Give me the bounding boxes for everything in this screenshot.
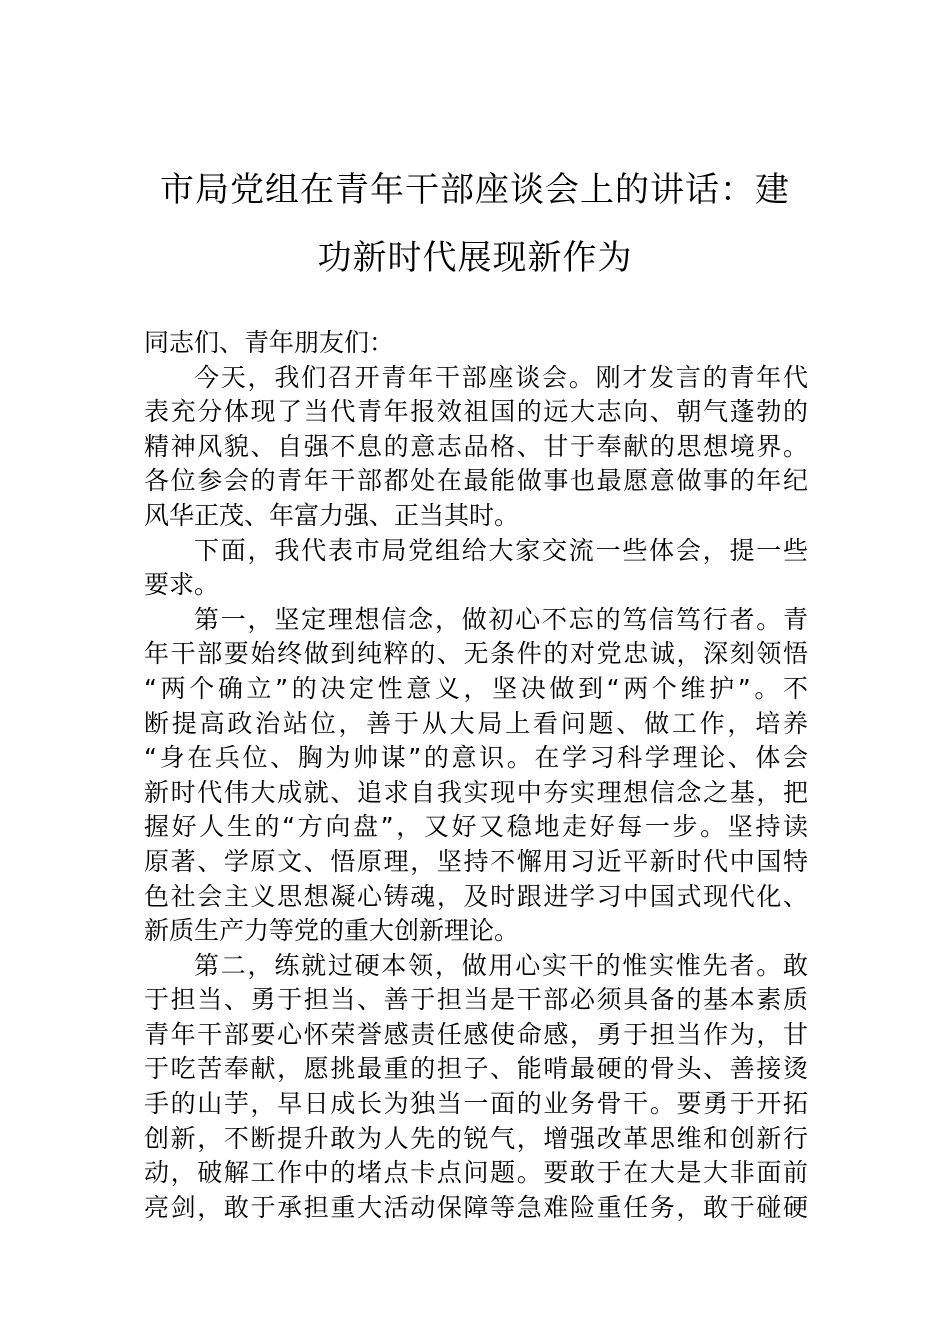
body-text-line: 风华正茂、年富力强、正当其时。	[144, 500, 520, 530]
body-text-line: 色社会主义思想凝心铸魂，及时跟进学习中国式现代化、	[144, 881, 808, 911]
body-text-line: 握好人生的“方向盘”，又好又稳地走好每一步。坚持读	[144, 812, 808, 842]
body-text-line: 创新，不断提升敢为人先的锐气，增强改革思维和创新行	[144, 1123, 808, 1153]
body-text-line: 于担当、勇于担当、善于担当是干部必须具备的基本素质	[144, 985, 808, 1015]
body-text-line: 要求。	[144, 570, 220, 600]
document-title-line-2: 功新时代展现新作为	[317, 238, 633, 278]
body-text-line: 第二，练就过硬本领，做用心实干的惟实惟先者。敢	[194, 950, 808, 980]
body-text-line: 表充分体现了当代青年报效祖国的远大志向、朝气蓬勃的	[144, 397, 808, 427]
body-text-line: “两个确立”的决定性意义，坚决做到“两个维护”。不	[144, 673, 808, 703]
body-text-line: 精神风貌、自强不息的意志品格、甘于奉献的思想境界。	[144, 431, 808, 461]
body-text-line: 新时代伟大成就、追求自我实现中夯实理想信念之基，把	[144, 777, 808, 807]
body-text-line: 断提高政治站位，善于从大局上看问题、做工作，培养	[144, 708, 808, 738]
body-text-line: 亮剑，敢于承担重大活动保障等急难险重任务，敢于碰硬	[144, 1192, 808, 1222]
body-text-line: 青年干部要心怀荣誉感责任感使命感，勇于担当作为，甘	[144, 1019, 808, 1049]
document-body	[144, 326, 808, 1225]
body-text-line: 同志们、青年朋友们：	[144, 328, 395, 357]
body-text-line: 下面，我代表市局党组给大家交流一些体会，提一些	[194, 535, 808, 565]
body-text-line: “身在兵位、胸为帅谋”的意识。在学习科学理论、体会	[144, 743, 808, 773]
body-text-line: 第一，坚定理想信念，做初心不忘的笃信笃行者。青	[194, 604, 808, 634]
body-text-line: 原著、学原文、悟原理，坚持不懈用习近平新时代中国特	[144, 846, 808, 876]
body-text-line: 今天，我们召开青年干部座谈会。刚才发言的青年代	[194, 362, 808, 392]
body-text-line: 新质生产力等党的重大创新理论。	[144, 916, 520, 946]
body-text-line: 动，破解工作中的堵点卡点问题。要敢于在大是大非面前	[144, 1158, 808, 1188]
body-text-line: 年干部要始终做到纯粹的、无条件的对党忠诚，深刻领悟	[144, 639, 808, 669]
body-text-line: 各位参会的青年干部都处在最能做事也最愿意做事的年纪	[144, 466, 808, 496]
body-text-line: 于吃苦奉献，愿挑最重的担子、能啃最硬的骨头、善接烫	[144, 1054, 808, 1084]
body-text-line: 手的山芋，早日成长为独当一面的业务骨干。要勇于开拓	[144, 1089, 808, 1119]
document-title-line-1: 市局党组在青年干部座谈会上的讲话：建	[160, 170, 790, 210]
